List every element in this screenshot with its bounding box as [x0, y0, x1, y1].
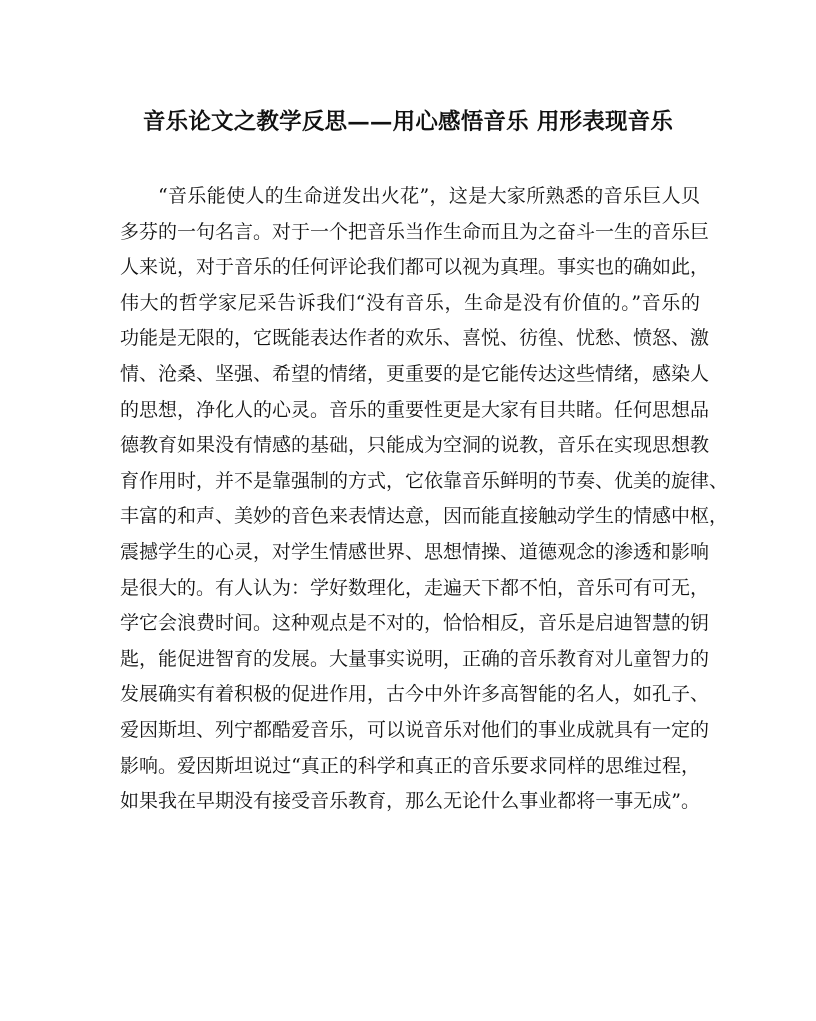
body-line-4: 伟大的哲学家尼采告诉我们“没有音乐，生命是没有价值的。”音乐的 [120, 291, 700, 314]
body-line-14: 匙，能促进智育的发展。大量事实说明，正确的音乐教育对儿童智力的 [120, 647, 710, 670]
body-line-11: 震撼学生的心灵，对学生情感世界、思想情操、道德观念的渗透和影响 [120, 540, 710, 563]
body-line-1: “音乐能使人的生命迸发出火花”，这是大家所熟悉的音乐巨人贝 [158, 185, 700, 207]
body-line-3: 人来说，对于音乐的任何评论我们都可以视为真理。事实也的确如此， [120, 256, 710, 279]
document-body [120, 179, 729, 820]
body-line-9: 育作用时，并不是靠强制的方式，它依靠音乐鲜明的节奏、优美的旋律、 [120, 469, 729, 492]
body-line-5: 功能是无限的，它既能表达作者的欢乐、喜悦、彷徨、忧愁、愤怒、激 [120, 327, 710, 350]
body-line-18: 如果我在早期没有接受音乐教育，那么无论什么事业都将一事无成”。 [120, 790, 700, 813]
body-line-2: 多芬的一句名言。对于一个把音乐当作生命而且为之奋斗一生的音乐巨 [120, 220, 710, 243]
body-line-16: 爱因斯坦、列宁都酷爱音乐，可以说音乐对他们的事业成就具有一定的 [120, 718, 710, 741]
body-line-6: 情、沧桑、坚强、希望的情绪，更重要的是它能传达这些情绪，感染人 [120, 362, 710, 385]
body-line-8: 德教育如果没有情感的基础，只能成为空洞的说教，音乐在实现思想教 [120, 434, 710, 457]
body-line-12: 是很大的。有人认为：学好数理化，走遍天下都不怕，音乐可有可无， [120, 576, 710, 599]
body-line-13: 学它会浪费时间。这种观点是不对的，恰恰相反，音乐是启迪智慧的钥 [120, 612, 710, 635]
body-line-17: 影响。爱因斯坦说过“真正的科学和真正的音乐要求同样的思维过程， [120, 754, 700, 777]
body-line-10: 丰富的和声、美妙的音色来表情达意，因而能直接触动学生的情感中枢， [120, 505, 729, 528]
document-title: 音乐论文之教学反思——用心感悟音乐 用形表现音乐 [142, 109, 674, 135]
body-line-7: 的思想，净化人的心灵。音乐的重要性更是大家有目共睹。任何思想品 [120, 398, 710, 421]
body-line-15: 发展确实有着积极的促进作用，古今中外许多高智能的名人，如孔子、 [120, 683, 710, 706]
